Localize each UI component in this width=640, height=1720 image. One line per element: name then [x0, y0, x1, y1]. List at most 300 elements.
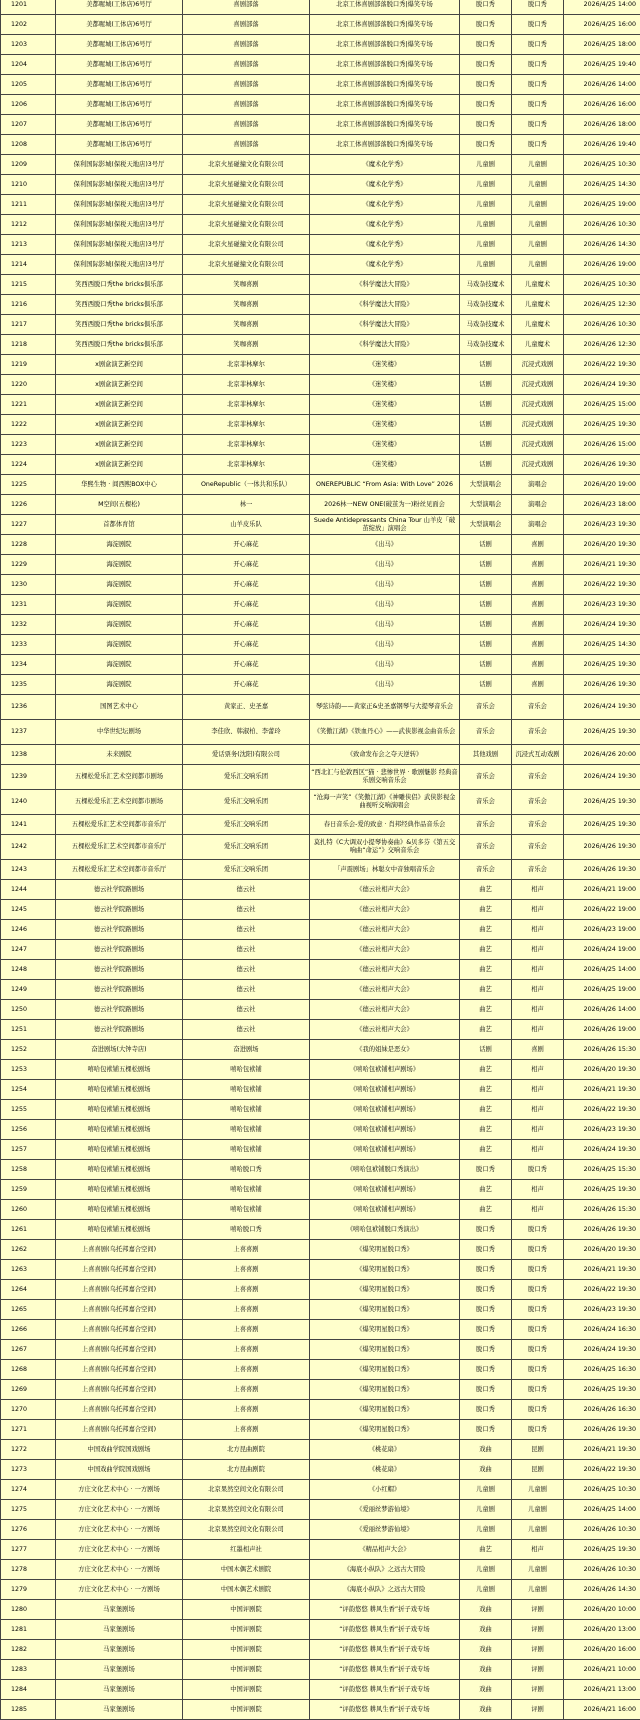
organizer-cell: 喜剧部落 [183, 15, 310, 35]
table-row [1, 1680, 640, 1700]
table-row [1, 815, 640, 835]
subcategory-cell: 喜剧 [512, 615, 564, 635]
venue-cell: 海淀剧院 [56, 575, 183, 595]
subcategory-cell: 相声 [512, 1120, 564, 1140]
row-number-cell: 1270 [1, 1400, 56, 1420]
subcategory-cell: 脱口秀 [512, 35, 564, 55]
row-number-cell: 1209 [1, 155, 56, 175]
program-cell: 《迷笑楼》 [310, 415, 460, 435]
organizer-cell: 开心麻花 [183, 535, 310, 555]
table-row [1, 415, 640, 435]
venue-cell: 保利国际影城(保税天地店)3号厅 [56, 235, 183, 255]
program-cell: 《嘻哈包袱铺相声剧场》 [310, 1180, 460, 1200]
subcategory-cell: 脱口秀 [512, 0, 564, 15]
datetime-cell: 2026/4/25 19:30 [564, 415, 640, 435]
table-row [1, 1500, 640, 1520]
program-cell: 《笑傲江湖》《铁血丹心》——武侠影视金曲音乐会 [310, 720, 460, 745]
organizer-cell: 嘻哈脱口秀 [183, 1220, 310, 1240]
organizer-cell: 喜剧部落 [183, 35, 310, 55]
venue-cell: 保利国际影城(保税天地店)3号厅 [56, 175, 183, 195]
row-number-cell: 1245 [1, 900, 56, 920]
datetime-cell: 2026/4/22 19:30 [564, 1460, 640, 1480]
organizer-cell: 爱乐汇交响乐团 [183, 815, 310, 835]
datetime-cell: 2026/4/26 19:30 [564, 455, 640, 475]
subcategory-cell: 脱口秀 [512, 1320, 564, 1340]
row-number-cell: 1285 [1, 1700, 56, 1720]
datetime-cell: 2026/4/24 19:30 [564, 375, 640, 395]
organizer-cell: 笑咖喜剧 [183, 315, 310, 335]
program-cell: “沧海一声笑”《笑傲江湖》《神雕侠侣》武侠影视金曲视听交响演唱会 [310, 790, 460, 815]
datetime-cell: 2026/4/26 14:30 [564, 1580, 640, 1600]
venue-cell: 上喜喜剧(乌托邦嘉合空间) [56, 1240, 183, 1260]
program-cell: 《嘻哈包袱铺相声剧场》 [310, 1140, 460, 1160]
table-row [1, 1000, 640, 1020]
datetime-cell: 2026/4/26 15:30 [564, 1200, 640, 1220]
organizer-cell: 李佳欣、韩淑柏、李蕾玲 [183, 720, 310, 745]
category-cell: 音乐会 [460, 765, 512, 790]
category-cell: 脱口秀 [460, 1300, 512, 1320]
program-cell: 北京工体喜剧部落脱口秀|爆笑专场 [310, 95, 460, 115]
subcategory-cell: 儿童魔术 [512, 335, 564, 355]
table-row [1, 0, 640, 15]
venue-cell: 保利国际影城(保税天地店)3号厅 [56, 215, 183, 235]
table-row [1, 960, 640, 980]
program-cell: 《爆笑明星脱口秀》 [310, 1300, 460, 1320]
venue-cell: 德云社学院路剧场 [56, 920, 183, 940]
subcategory-cell: 相声 [512, 1180, 564, 1200]
program-cell: 北京工体喜剧部落脱口秀|爆笑专场 [310, 55, 460, 75]
subcategory-cell: 儿童剧 [512, 255, 564, 275]
datetime-cell: 2026/4/26 14:30 [564, 235, 640, 255]
venue-cell: x剧盒演艺新空间 [56, 395, 183, 415]
program-cell: 《科学魔法大冒险》 [310, 275, 460, 295]
venue-cell: 嘻哈包袱铺五棵松剧场 [56, 1220, 183, 1240]
venue-cell: 方庄文化艺术中心 · 一方剧场 [56, 1480, 183, 1500]
table-row [1, 765, 640, 790]
category-cell: 曲艺 [460, 900, 512, 920]
datetime-cell: 2026/4/26 14:00 [564, 75, 640, 95]
venue-cell: 首都体育馆 [56, 515, 183, 535]
row-number-cell: 1207 [1, 115, 56, 135]
subcategory-cell: 脱口秀 [512, 1340, 564, 1360]
venue-cell: 保利国际影城(保税天地店)3号厅 [56, 255, 183, 275]
table-row [1, 355, 640, 375]
row-number-cell: 1237 [1, 720, 56, 745]
subcategory-cell: 沉浸式互动戏剧 [512, 745, 564, 765]
row-number-cell: 1225 [1, 475, 56, 495]
category-cell: 脱口秀 [460, 1360, 512, 1380]
venue-cell: 五棵松爱乐汇艺术空间都市音乐厅 [56, 860, 183, 880]
table-row [1, 395, 640, 415]
row-number-cell: 1203 [1, 35, 56, 55]
category-cell: 戏曲 [460, 1460, 512, 1480]
subcategory-cell: 脱口秀 [512, 55, 564, 75]
table-row [1, 1080, 640, 1100]
datetime-cell: 2026/4/25 19:00 [564, 980, 640, 1000]
program-cell: 《爆笑明星脱口秀》 [310, 1240, 460, 1260]
venue-cell: 嘻哈包袱铺五棵松剧场 [56, 1200, 183, 1220]
category-cell: 脱口秀 [460, 35, 512, 55]
venue-cell: 上喜喜剧(乌托邦嘉合空间) [56, 1260, 183, 1280]
subcategory-cell: 评剧 [512, 1600, 564, 1620]
category-cell: 脱口秀 [460, 1240, 512, 1260]
program-cell: 《海底小纵队》之远古大冒险 [310, 1560, 460, 1580]
program-cell: 《德云社相声大会》 [310, 980, 460, 1000]
datetime-cell: 2026/4/21 19:30 [564, 1260, 640, 1280]
row-number-cell: 1242 [1, 835, 56, 860]
table-row [1, 1460, 640, 1480]
program-cell: 「声震剧场」林聪女中音独唱音乐会 [310, 860, 460, 880]
program-cell: 《嘻哈包袱铺相声剧场》 [310, 1080, 460, 1100]
subcategory-cell: 脱口秀 [512, 1160, 564, 1180]
datetime-cell: 2026/4/25 10:30 [564, 155, 640, 175]
category-cell: 马戏杂技魔术 [460, 335, 512, 355]
program-cell: 《迷笑楼》 [310, 435, 460, 455]
organizer-cell: 北京火星碰撞文化有限公司 [183, 175, 310, 195]
venue-cell: 笑西西脱口秀the bricks俱乐部 [56, 335, 183, 355]
table-row [1, 900, 640, 920]
category-cell: 脱口秀 [460, 1280, 512, 1300]
program-cell: 《爆笑明星脱口秀》 [310, 1280, 460, 1300]
venue-cell: 保利国际影城(保税天地店)3号厅 [56, 195, 183, 215]
datetime-cell: 2026/4/22 19:30 [564, 575, 640, 595]
organizer-cell: 中国评剧院 [183, 1620, 310, 1640]
datetime-cell: 2026/4/26 20:00 [564, 745, 640, 765]
datetime-cell: 2026/4/25 19:30 [564, 815, 640, 835]
subcategory-cell: 儿童剧 [512, 195, 564, 215]
row-number-cell: 1279 [1, 1580, 56, 1600]
datetime-cell: 2026/4/26 15:00 [564, 435, 640, 455]
row-number-cell: 1216 [1, 295, 56, 315]
organizer-cell: 上喜喜剧 [183, 1320, 310, 1340]
organizer-cell: 北京菲林摩尔 [183, 435, 310, 455]
program-cell: 《魔术化学秀》 [310, 155, 460, 175]
venue-cell: 方庄文化艺术中心 · 一方剧场 [56, 1500, 183, 1520]
table-row [1, 1180, 640, 1200]
program-cell: 《迷笑楼》 [310, 355, 460, 375]
program-cell: 《致命发布会之夺天逆转》 [310, 745, 460, 765]
organizer-cell: 上喜喜剧 [183, 1420, 310, 1440]
organizer-cell: 嘻哈包袱铺 [183, 1100, 310, 1120]
table-row [1, 1040, 640, 1060]
venue-cell: x剧盒演艺新空间 [56, 355, 183, 375]
datetime-cell: 2026/4/24 19:30 [564, 695, 640, 720]
organizer-cell: 爱乐汇交响乐团 [183, 790, 310, 815]
subcategory-cell: 沉浸式戏剧 [512, 455, 564, 475]
venue-cell: 德云社学院路剧场 [56, 900, 183, 920]
program-cell: 春日音乐会-爱的致意 · 肖邦经典作品音乐会 [310, 815, 460, 835]
venue-cell: 五棵松爱乐汇艺术空间都市音乐厅 [56, 835, 183, 860]
category-cell: 脱口秀 [460, 1160, 512, 1180]
venue-cell: 五棵松爱乐汇艺术空间都市剧场 [56, 765, 183, 790]
category-cell: 话剧 [460, 595, 512, 615]
category-cell: 曲艺 [460, 920, 512, 940]
subcategory-cell: 评剧 [512, 1660, 564, 1680]
table-row [1, 920, 640, 940]
program-cell: 《迷笑楼》 [310, 375, 460, 395]
table-row [1, 555, 640, 575]
organizer-cell: 嘻哈包袱铺 [183, 1060, 310, 1080]
datetime-cell: 2026/4/26 19:00 [564, 1020, 640, 1040]
subcategory-cell: 脱口秀 [512, 1360, 564, 1380]
organizer-cell: 中国评剧院 [183, 1600, 310, 1620]
program-cell: 《嘻哈包袱铺相声剧场》 [310, 1060, 460, 1080]
organizer-cell: 北方昆曲剧院 [183, 1440, 310, 1460]
row-number-cell: 1259 [1, 1180, 56, 1200]
datetime-cell: 2026/4/24 19:30 [564, 765, 640, 790]
organizer-cell: 北京菲林摩尔 [183, 455, 310, 475]
venue-cell: 美都喔城(工体店)6号厅 [56, 115, 183, 135]
table-row [1, 1280, 640, 1300]
row-number-cell: 1224 [1, 455, 56, 475]
table-row [1, 495, 640, 515]
datetime-cell: 2026/4/25 19:30 [564, 790, 640, 815]
program-cell: 《出马》 [310, 655, 460, 675]
datetime-cell: 2026/4/25 19:30 [564, 655, 640, 675]
row-number-cell: 1240 [1, 790, 56, 815]
datetime-cell: 2026/4/22 19:00 [564, 900, 640, 920]
category-cell: 话剧 [460, 455, 512, 475]
subcategory-cell: 相声 [512, 1060, 564, 1080]
subcategory-cell: 音乐会 [512, 765, 564, 790]
subcategory-cell: 脱口秀 [512, 75, 564, 95]
program-cell: 北京工体喜剧部落脱口秀|爆笑专场 [310, 15, 460, 35]
table-row [1, 1700, 640, 1720]
venue-cell: 海淀剧院 [56, 655, 183, 675]
table-row [1, 1600, 640, 1620]
organizer-cell: 爱乐汇交响乐团 [183, 860, 310, 880]
program-cell: “评韵悠悠 耕风生香”折子戏专场 [310, 1700, 460, 1720]
organizer-cell: 嘻哈包袱铺 [183, 1080, 310, 1100]
row-number-cell: 1255 [1, 1100, 56, 1120]
program-cell: 《出马》 [310, 635, 460, 655]
venue-cell: 美都喔城(工体店)6号厅 [56, 75, 183, 95]
row-number-cell: 1254 [1, 1080, 56, 1100]
table-row [1, 1240, 640, 1260]
subcategory-cell: 儿童剧 [512, 155, 564, 175]
venue-cell: 上喜喜剧(乌托邦嘉合空间) [56, 1400, 183, 1420]
datetime-cell: 2026/4/25 19:30 [564, 1180, 640, 1200]
organizer-cell: 林一 [183, 495, 310, 515]
subcategory-cell: 相声 [512, 1020, 564, 1040]
organizer-cell: 北方昆曲剧院 [183, 1460, 310, 1480]
venue-cell: 上喜喜剧(乌托邦嘉合空间) [56, 1340, 183, 1360]
table-row [1, 1560, 640, 1580]
program-cell: 《德云社相声大会》 [310, 900, 460, 920]
venue-cell: 笑西西脱口秀the bricks俱乐部 [56, 275, 183, 295]
datetime-cell: 2026/4/20 19:00 [564, 475, 640, 495]
row-number-cell: 1265 [1, 1300, 56, 1320]
row-number-cell: 1218 [1, 335, 56, 355]
category-cell: 脱口秀 [460, 1320, 512, 1340]
program-cell: 《爆笑明星脱口秀》 [310, 1420, 460, 1440]
category-cell: 脱口秀 [460, 0, 512, 15]
category-cell: 话剧 [460, 675, 512, 695]
row-number-cell: 1239 [1, 765, 56, 790]
row-number-cell: 1226 [1, 495, 56, 515]
subcategory-cell: 昆剧 [512, 1460, 564, 1480]
datetime-cell: 2026/4/24 16:30 [564, 1320, 640, 1340]
venue-cell: 嘻哈包袱铺五棵松剧场 [56, 1180, 183, 1200]
datetime-cell: 2026/4/25 14:00 [564, 0, 640, 15]
row-number-cell: 1283 [1, 1660, 56, 1680]
organizer-cell: 北京菲林摩尔 [183, 415, 310, 435]
row-number-cell: 1247 [1, 940, 56, 960]
program-cell: 《精品相声大会》 [310, 1540, 460, 1560]
category-cell: 马戏杂技魔术 [460, 275, 512, 295]
venue-cell: 笑西西脱口秀the bricks俱乐部 [56, 295, 183, 315]
subcategory-cell: 喜剧 [512, 575, 564, 595]
datetime-cell: 2026/4/20 10:00 [564, 1600, 640, 1620]
table-row [1, 95, 640, 115]
category-cell: 曲艺 [460, 940, 512, 960]
table-row [1, 135, 640, 155]
datetime-cell: 2026/4/26 18:00 [564, 115, 640, 135]
venue-cell: 德云社学院路剧场 [56, 880, 183, 900]
organizer-cell: 开心麻花 [183, 575, 310, 595]
program-cell: 《爆笑明星脱口秀》 [310, 1260, 460, 1280]
category-cell: 曲艺 [460, 1100, 512, 1120]
organizer-cell: 上喜喜剧 [183, 1380, 310, 1400]
venue-cell: 方庄文化艺术中心 · 一方剧场 [56, 1560, 183, 1580]
program-cell: 《德云社相声大会》 [310, 1020, 460, 1040]
program-cell: 《嘻哈包袱铺相声剧场》 [310, 1100, 460, 1120]
table-row [1, 1020, 640, 1040]
program-cell: 《桃花扇》 [310, 1440, 460, 1460]
subcategory-cell: 儿童魔术 [512, 295, 564, 315]
datetime-cell: 2026/4/25 14:00 [564, 960, 640, 980]
row-number-cell: 1257 [1, 1140, 56, 1160]
venue-cell: 嘻哈包袱铺五棵松剧场 [56, 1100, 183, 1120]
organizer-cell: 中国评剧院 [183, 1700, 310, 1720]
row-number-cell: 1219 [1, 355, 56, 375]
datetime-cell: 2026/4/26 19:00 [564, 255, 640, 275]
datetime-cell: 2026/4/20 16:00 [564, 1640, 640, 1660]
category-cell: 脱口秀 [460, 1260, 512, 1280]
organizer-cell: 开心麻花 [183, 595, 310, 615]
organizer-cell: 开心麻花 [183, 655, 310, 675]
category-cell: 曲艺 [460, 880, 512, 900]
program-cell: ONEREPUBLIC “From Asia: With Love” 2026 [310, 475, 460, 495]
datetime-cell: 2026/4/21 19:30 [564, 555, 640, 575]
subcategory-cell: 喜剧 [512, 595, 564, 615]
category-cell: 脱口秀 [460, 115, 512, 135]
table-row [1, 1120, 640, 1140]
row-number-cell: 1268 [1, 1360, 56, 1380]
datetime-cell: 2026/4/24 19:30 [564, 1340, 640, 1360]
program-cell: 《出马》 [310, 555, 460, 575]
category-cell: 话剧 [460, 1040, 512, 1060]
organizer-cell: 北京菲林摩尔 [183, 375, 310, 395]
row-number-cell: 1205 [1, 75, 56, 95]
table-row [1, 720, 640, 745]
datetime-cell: 2026/4/23 19:30 [564, 515, 640, 535]
category-cell: 马戏杂技魔术 [460, 315, 512, 335]
subcategory-cell: 脱口秀 [512, 115, 564, 135]
datetime-cell: 2026/4/20 13:00 [564, 1620, 640, 1640]
venue-cell: 德云社学院路剧场 [56, 980, 183, 1000]
subcategory-cell: 音乐会 [512, 815, 564, 835]
category-cell: 曲艺 [460, 980, 512, 1000]
table-row [1, 1260, 640, 1280]
row-number-cell: 1264 [1, 1280, 56, 1300]
table-row [1, 175, 640, 195]
row-number-cell: 1233 [1, 635, 56, 655]
program-cell: 《小红帽》 [310, 1480, 460, 1500]
venue-cell: 中国戏曲学院国戏剧场 [56, 1440, 183, 1460]
table-row [1, 275, 640, 295]
table-body [1, 0, 640, 1720]
subcategory-cell: 脱口秀 [512, 1300, 564, 1320]
datetime-cell: 2026/4/23 18:00 [564, 495, 640, 515]
category-cell: 话剧 [460, 575, 512, 595]
venue-cell: 马家堡剧场 [56, 1620, 183, 1640]
organizer-cell: 爱话票务(沈阳)有限公司 [183, 745, 310, 765]
category-cell: 音乐会 [460, 835, 512, 860]
venue-cell: x剧盒演艺新空间 [56, 375, 183, 395]
venue-cell: 马家堡剧场 [56, 1680, 183, 1700]
program-cell: 《出马》 [310, 575, 460, 595]
datetime-cell: 2026/4/23 19:00 [564, 920, 640, 940]
datetime-cell: 2026/4/25 14:00 [564, 1500, 640, 1520]
subcategory-cell: 脱口秀 [512, 1400, 564, 1420]
program-cell: “西北汇与伦敦西区”猫 · 悲惨世界 · 歌剧魅影 经典音乐剧交响音乐会 [310, 765, 460, 790]
datetime-cell: 2026/4/25 19:40 [564, 55, 640, 75]
organizer-cell: 爱乐汇交响乐团 [183, 765, 310, 790]
program-cell: 《我的姐妹是恶女》 [310, 1040, 460, 1060]
venue-cell: 德云社学院路剧场 [56, 940, 183, 960]
venue-cell: 美都喔城(工体店)6号厅 [56, 135, 183, 155]
category-cell: 音乐会 [460, 815, 512, 835]
subcategory-cell: 儿童剧 [512, 1560, 564, 1580]
table-row [1, 675, 640, 695]
subcategory-cell: 评剧 [512, 1620, 564, 1640]
table-row [1, 1400, 640, 1420]
organizer-cell: 喜剧部落 [183, 75, 310, 95]
venue-cell: 奋进剧场(大钟寺店) [56, 1040, 183, 1060]
organizer-cell: 上喜喜剧 [183, 1300, 310, 1320]
organizer-cell: 黄家正、史圣嘉 [183, 695, 310, 720]
organizer-cell: 上喜喜剧 [183, 1400, 310, 1420]
organizer-cell: 北京菲林摩尔 [183, 355, 310, 375]
datetime-cell: 2026/4/26 19:30 [564, 835, 640, 860]
category-cell: 音乐会 [460, 695, 512, 720]
organizer-cell: 嘻哈包袱铺 [183, 1200, 310, 1220]
venue-cell: 德云社学院路剧场 [56, 960, 183, 980]
datetime-cell: 2026/4/23 19:30 [564, 1120, 640, 1140]
subcategory-cell: 演唱会 [512, 475, 564, 495]
table-row [1, 1380, 640, 1400]
organizer-cell: 嘻哈包袱铺 [183, 1180, 310, 1200]
row-number-cell: 1271 [1, 1420, 56, 1440]
program-cell: 《桃花扇》 [310, 1460, 460, 1480]
organizer-cell: 北京火星碰撞文化有限公司 [183, 215, 310, 235]
table-row [1, 790, 640, 815]
table-row [1, 335, 640, 355]
row-number-cell: 1220 [1, 375, 56, 395]
datetime-cell: 2026/4/22 19:30 [564, 1280, 640, 1300]
category-cell: 其他戏剧 [460, 745, 512, 765]
table-row [1, 1340, 640, 1360]
program-cell: 《嘻哈包袱铺脱口秀演出》 [310, 1160, 460, 1180]
venue-cell: 海淀剧院 [56, 555, 183, 575]
row-number-cell: 1234 [1, 655, 56, 675]
subcategory-cell: 音乐会 [512, 790, 564, 815]
program-cell: Suede Antidepressants China Tour 山羊皮「破茧绽放」演唱会 [310, 515, 460, 535]
table-row [1, 215, 640, 235]
row-number-cell: 1261 [1, 1220, 56, 1240]
organizer-cell: 嘻哈脱口秀 [183, 1160, 310, 1180]
